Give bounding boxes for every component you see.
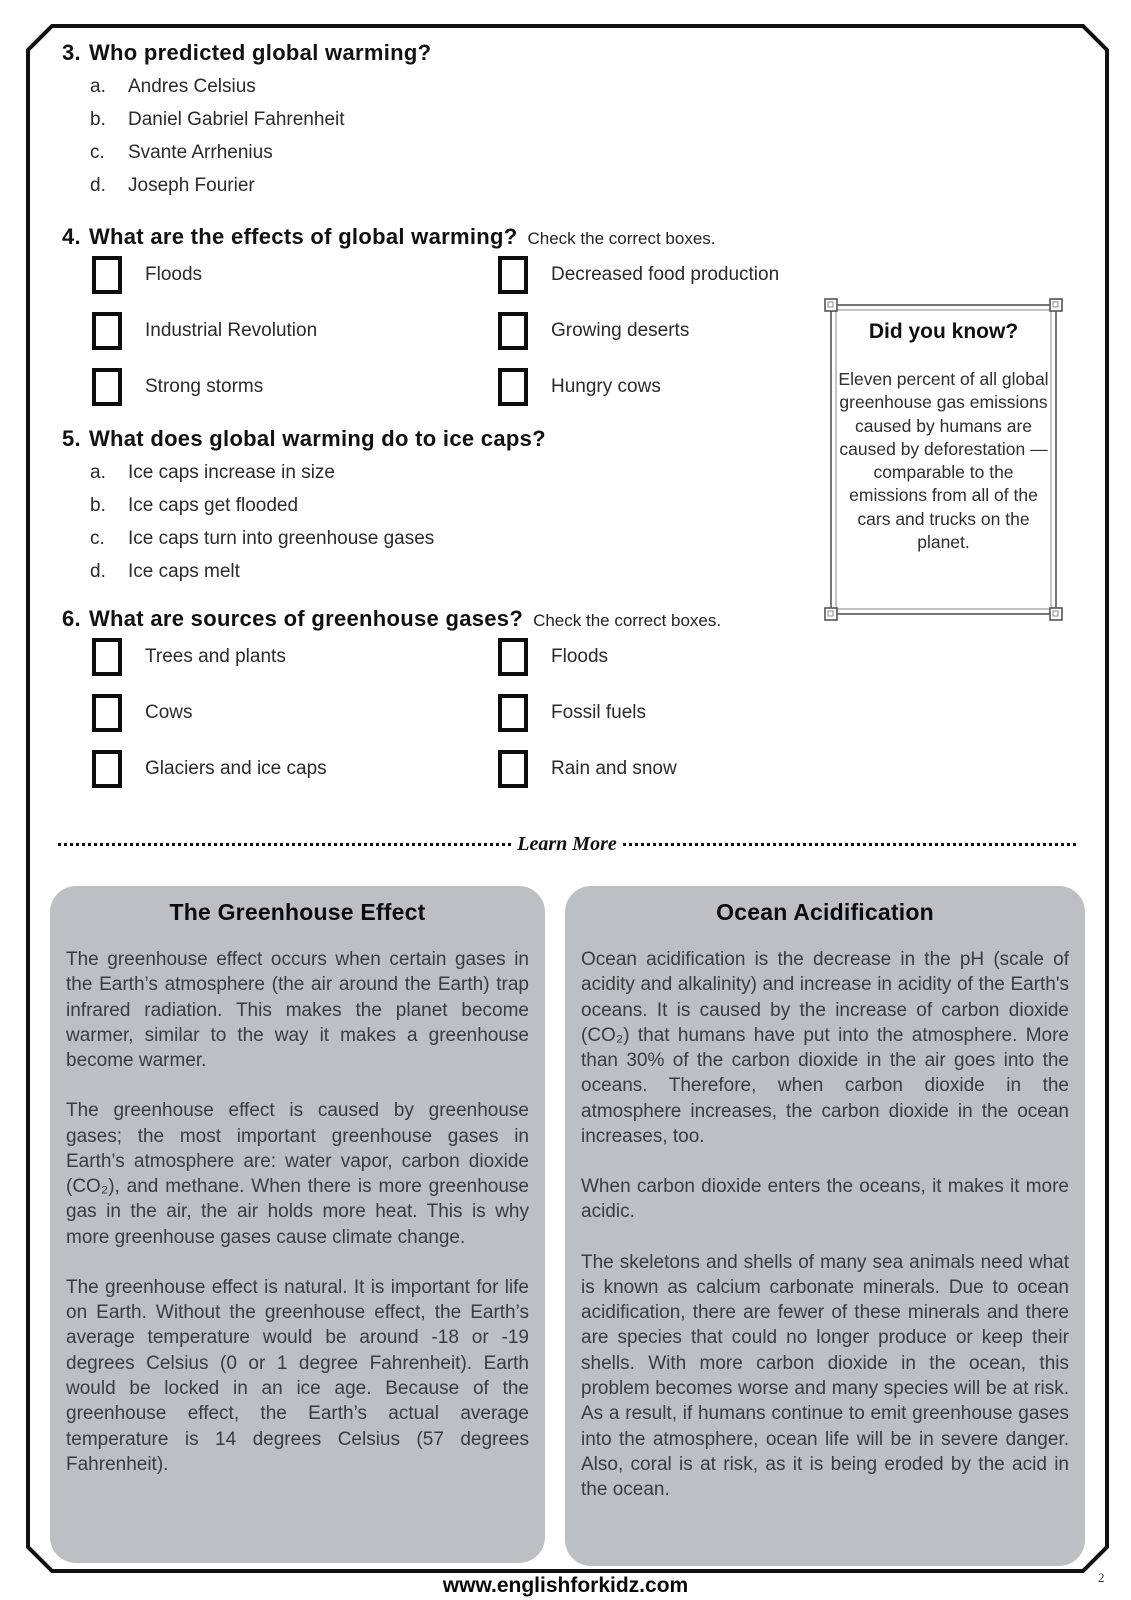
question-4-heading [62, 224, 716, 250]
checkbox-label: Growing deserts [551, 320, 690, 341]
question-6-checkboxes [92, 638, 677, 788]
option-letter: d. [90, 175, 106, 196]
checkbox[interactable] [92, 694, 122, 732]
question-title: What are sources of greenhouse gases? [88, 606, 524, 631]
checkbox-item [498, 750, 677, 788]
question-number: 5. [62, 426, 81, 451]
question-title: What are the effects of global warming? [88, 224, 518, 249]
did-you-know-text: Eleven percent of all global greenhouse gas emissions caused by humans are caused by deforestation — comparable to the emissions from all of the cars and trucks on the planet. [838, 369, 1049, 552]
checkbox-label: Hungry cows [551, 376, 661, 397]
option-text: Ice caps turn into greenhouse gases [128, 528, 435, 549]
checkbox[interactable] [92, 750, 122, 788]
option-d[interactable] [90, 176, 431, 196]
option-text: Ice caps increase in size [128, 462, 335, 483]
option-text: Joseph Fourier [128, 175, 255, 196]
paragraph: The skeletons and shells of many sea animals need what is known as calcium carbonate minerals. Due to ocean acidification, there are fewer of these minerals and there are species that could no longer produce or keep their shells. With more carbon dioxide in the ocean, this problem becomes worse and many species will be at risk. As a result, if humans continue to emit greenhouse gases into the atmosphere, ocean life will be in severe danger. Also, coral is at risk, as it is being eroded by the acid in the ocean. [581, 1251, 1069, 1501]
checkbox-label: Cows [145, 702, 193, 723]
article-title: The Greenhouse Effect [169, 899, 426, 925]
checkbox-item [498, 256, 779, 294]
footer-site-url: www.englishforkidz.com [442, 1574, 689, 1597]
checkbox[interactable] [498, 750, 528, 788]
dotted-rule [623, 843, 1076, 846]
option-letter: c. [90, 142, 105, 163]
checkbox-item [92, 694, 498, 732]
paragraph: The greenhouse effect occurs when certain gases in the Earth’s atmosphere (the air around the Earth) trap infrared radiation. This makes the planet become warmer, similar to the way it makes a greenhouse become warmer. [66, 949, 529, 1072]
checkbox-item [498, 694, 677, 732]
option-letter: a. [90, 76, 106, 97]
checkbox[interactable] [92, 312, 122, 350]
option-b[interactable] [90, 496, 546, 516]
checkbox[interactable] [498, 312, 528, 350]
checkbox-label: Floods [551, 646, 609, 667]
option-letter: d. [90, 561, 106, 582]
article-body [50, 926, 545, 1477]
checkbox[interactable] [92, 638, 122, 676]
checkbox-item [92, 750, 498, 788]
question-3-options [90, 77, 431, 196]
option-text: Andres Celsius [128, 76, 256, 97]
checkbox-item [498, 638, 677, 676]
option-b[interactable] [90, 110, 431, 130]
checkbox-item [92, 256, 498, 294]
question-hint: Check the correct boxes. [533, 611, 722, 630]
checkbox-label: Decreased food production [551, 264, 780, 285]
learn-more-divider [58, 833, 1076, 856]
checkbox-label: Floods [145, 264, 203, 285]
checkbox-label: Trees and plants [145, 646, 286, 667]
paragraph: Ocean acidification is the decrease in the pH (scale of acidity and alkalinity) and increase in acidity of the Earth's oceans. It is caused by the increase of carbon dioxide (CO₂) that humans have put into the atmosphere. More than 30% of the carbon dioxide in the air goes into the oceans. Therefore, when carbon dioxide in the atmosphere increases, the carbon dioxide in the ocean increases, too. [581, 949, 1069, 1147]
option-a[interactable] [90, 77, 431, 97]
option-a[interactable] [90, 463, 546, 483]
question-hint: Check the correct boxes. [527, 229, 716, 248]
question-5-options [90, 463, 546, 582]
dotted-rule [58, 843, 511, 846]
question-3-heading [62, 40, 431, 66]
question-number: 6. [62, 606, 81, 631]
question-title: Who predicted global warming? [88, 40, 432, 65]
option-text: Svante Arrhenius [128, 142, 273, 163]
question-title: What does global warming do to ice caps? [88, 426, 546, 451]
question-5 [62, 426, 546, 582]
question-3 [62, 40, 431, 196]
question-number: 3. [62, 40, 81, 65]
checkbox-label: Rain and snow [551, 758, 677, 779]
option-letter: c. [90, 528, 105, 549]
checkbox[interactable] [498, 256, 528, 294]
paragraph: The greenhouse effect is caused by greenhouse gases; the most important greenhouse gases in Earth’s atmosphere are: water vapor, carbon dioxide (CO₂), and methane. When there is more greenhouse gas in the air, the air holds more heat. This is why more greenhouse gases cause climate change. [66, 1100, 529, 1248]
article-greenhouse-effect [50, 886, 545, 1563]
checkbox-item [92, 638, 498, 676]
did-you-know-box [822, 296, 1065, 623]
checkbox-item [498, 368, 779, 406]
article-body [565, 926, 1085, 1502]
option-letter: b. [90, 109, 106, 130]
checkbox[interactable] [498, 638, 528, 676]
option-d[interactable] [90, 562, 546, 582]
question-5-heading [62, 426, 546, 452]
article-ocean-acidification [565, 886, 1085, 1566]
did-you-know-title: Did you know? [868, 320, 1019, 343]
checkbox-item [92, 368, 498, 406]
article-title: Ocean Acidification [716, 899, 934, 925]
option-text: Ice caps melt [128, 561, 240, 582]
checkbox[interactable] [92, 256, 122, 294]
divider-label: Learn More [517, 833, 617, 855]
question-number: 4. [62, 224, 81, 249]
option-c[interactable] [90, 143, 431, 163]
option-letter: b. [90, 495, 106, 516]
checkbox-item [498, 312, 779, 350]
option-text: Daniel Gabriel Fahrenheit [128, 109, 345, 130]
checkbox[interactable] [498, 694, 528, 732]
checkbox-label: Glaciers and ice caps [145, 758, 327, 779]
paragraph: The greenhouse effect is natural. It is important for life on Earth. Without the greenhouse effect, the Earth’s average temperature would be around -18 or -19 degrees Celsius (0 or 1 degree Fahrenheit). Earth would be locked in an ice age. Because of the greenhouse effect, the Earth’s actual average temperature is 14 degrees Celsius (57 degrees Fahrenheit). [66, 1276, 529, 1475]
question-4-checkboxes [92, 256, 779, 406]
page-number: 2 [1098, 1570, 1105, 1585]
option-c[interactable] [90, 529, 546, 549]
paragraph: When carbon dioxide enters the oceans, it makes it more acidic. [581, 1176, 1069, 1223]
checkbox[interactable] [498, 368, 528, 406]
checkbox[interactable] [92, 368, 122, 406]
checkbox-label: Fossil fuels [551, 702, 647, 723]
option-letter: a. [90, 462, 106, 483]
checkbox-label: Strong storms [145, 376, 264, 397]
question-6-heading [62, 606, 721, 632]
checkbox-item [92, 312, 498, 350]
option-text: Ice caps get flooded [128, 495, 299, 516]
checkbox-label: Industrial Revolution [145, 320, 318, 341]
